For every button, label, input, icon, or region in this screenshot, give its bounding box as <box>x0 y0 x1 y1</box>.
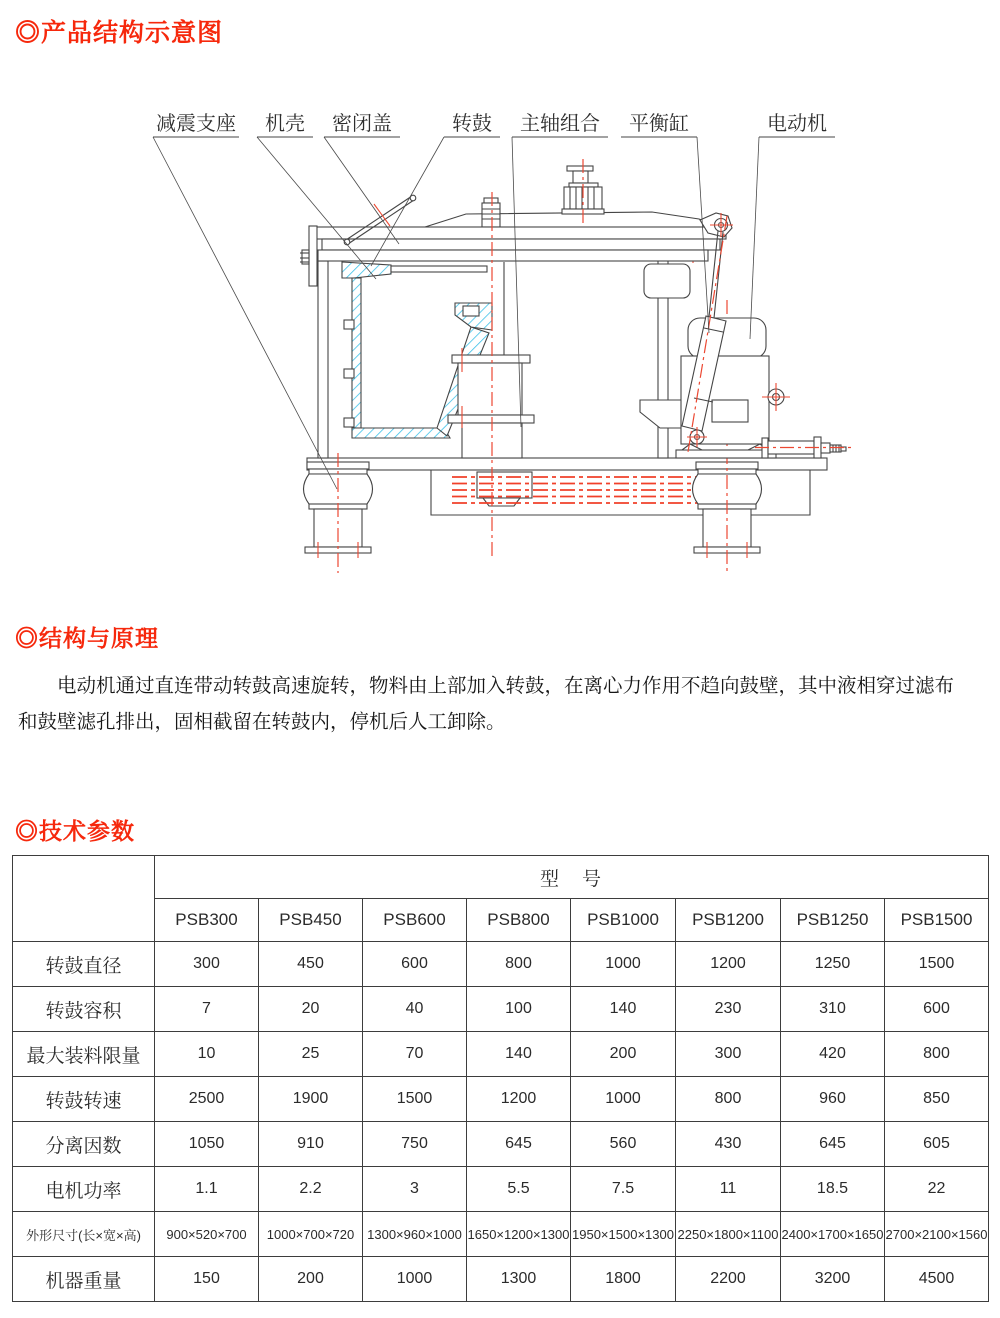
param-cell: 2.2 <box>259 1167 363 1212</box>
part-label-balance-cylinder: 平衡缸 <box>629 113 689 135</box>
param-cell: 70 <box>363 1032 467 1077</box>
part-label-casing: 机壳 <box>265 113 305 135</box>
param-cell: 645 <box>467 1122 571 1167</box>
row-label: 分离因数 <box>13 1122 155 1167</box>
param-cell: 605 <box>885 1122 989 1167</box>
table-row-separation-factor <box>13 1122 989 1167</box>
param-cell: 5.5 <box>467 1167 571 1212</box>
section-title-structure-principle: ◎结构与原理 <box>15 625 159 651</box>
param-cell: 450 <box>259 942 363 987</box>
section-title-structure-diagram: ◎产品结构示意图 <box>15 19 224 47</box>
param-cell: 7.5 <box>571 1167 676 1212</box>
param-cell: 1000×700×720 <box>259 1212 363 1257</box>
param-cell: 1300×960×1000 <box>363 1212 467 1257</box>
param-cell: 1500 <box>885 942 989 987</box>
param-cell: 200 <box>571 1032 676 1077</box>
param-cell: 140 <box>571 987 676 1032</box>
param-cell: 1.1 <box>155 1167 259 1212</box>
param-cell: 100 <box>467 987 571 1032</box>
param-cell: 140 <box>467 1032 571 1077</box>
row-label: 外形尺寸(长×宽×高) <box>13 1212 155 1257</box>
param-cell: 150 <box>155 1257 259 1302</box>
model-group-header: 型 号 <box>155 856 989 899</box>
param-cell: 850 <box>885 1077 989 1122</box>
part-label-motor: 电动机 <box>767 113 827 135</box>
param-cell: 1200 <box>676 942 781 987</box>
table-row-motor-power <box>13 1167 989 1212</box>
param-cell: 40 <box>363 987 467 1032</box>
param-cell: 300 <box>155 942 259 987</box>
param-cell: 800 <box>885 1032 989 1077</box>
param-cell: 2200 <box>676 1257 781 1302</box>
param-cell: 600 <box>363 942 467 987</box>
param-cell: 200 <box>259 1257 363 1302</box>
model-header: PSB800 <box>467 899 571 942</box>
part-labels <box>153 112 835 137</box>
param-cell: 230 <box>676 987 781 1032</box>
param-cell: 20 <box>259 987 363 1032</box>
corner-cell <box>13 856 155 942</box>
part-label-damping-support: 减震支座 <box>156 113 236 135</box>
model-header: PSB600 <box>363 899 467 942</box>
row-label: 转鼓直径 <box>13 942 155 987</box>
param-cell: 600 <box>885 987 989 1032</box>
param-cell: 7 <box>155 987 259 1032</box>
principle-paragraph: 电动机通过直连带动转鼓高速旋转，物料由上部加入转鼓，在离心力作用不趋向鼓壁，其中液相穿过滤布和鼓壁滤孔排出，固相截留在转鼓内，停机后人工卸除。 <box>18 675 955 733</box>
table-row-machine-weight <box>13 1257 989 1302</box>
param-cell: 18.5 <box>781 1167 885 1212</box>
param-cell: 300 <box>676 1032 781 1077</box>
param-cell: 800 <box>467 942 571 987</box>
param-cell: 430 <box>676 1122 781 1167</box>
row-label: 转鼓转速 <box>13 1077 155 1122</box>
table-row-max-load <box>13 1032 989 1077</box>
param-cell: 1050 <box>155 1122 259 1167</box>
param-cell: 2400×1700×1650 <box>781 1212 885 1257</box>
row-label: 转鼓容积 <box>13 987 155 1032</box>
table-row-dimensions <box>13 1212 989 1257</box>
param-cell: 1000 <box>571 1077 676 1122</box>
param-cell: 310 <box>781 987 885 1032</box>
structure-diagram <box>0 0 1000 615</box>
param-cell: 645 <box>781 1122 885 1167</box>
param-cell: 1250 <box>781 942 885 987</box>
param-cell: 420 <box>781 1032 885 1077</box>
table-row-drum-speed <box>13 1077 989 1122</box>
param-cell: 3 <box>363 1167 467 1212</box>
model-header: PSB1200 <box>676 899 781 942</box>
param-cell: 11 <box>676 1167 781 1212</box>
param-cell: 1500 <box>363 1077 467 1122</box>
param-cell: 800 <box>676 1077 781 1122</box>
part-label-drum: 转鼓 <box>452 113 492 135</box>
model-header: PSB450 <box>259 899 363 942</box>
tech-params-table <box>12 855 989 1302</box>
param-cell: 900×520×700 <box>155 1212 259 1257</box>
param-cell: 25 <box>259 1032 363 1077</box>
row-label: 电机功率 <box>13 1167 155 1212</box>
row-label: 机器重量 <box>13 1257 155 1302</box>
param-cell: 560 <box>571 1122 676 1167</box>
model-header: PSB1250 <box>781 899 885 942</box>
param-cell: 2700×2100×1560 <box>885 1212 989 1257</box>
param-cell: 10 <box>155 1032 259 1077</box>
param-cell: 2250×1800×1100 <box>676 1212 781 1257</box>
param-cell: 1300 <box>467 1257 571 1302</box>
param-cell: 960 <box>781 1077 885 1122</box>
section-title-tech-params: ◎技术参数 <box>15 818 135 844</box>
param-cell: 1000 <box>571 942 676 987</box>
param-cell: 1650×1200×1300 <box>467 1212 571 1257</box>
row-label: 最大装料限量 <box>13 1032 155 1077</box>
model-header: PSB1000 <box>571 899 676 942</box>
param-cell: 910 <box>259 1122 363 1167</box>
shock-absorber-leg-left <box>304 453 373 573</box>
param-cell: 1950×1500×1300 <box>571 1212 676 1257</box>
param-cell: 1800 <box>571 1257 676 1302</box>
param-cell: 1200 <box>467 1077 571 1122</box>
table-row-drum-diameter <box>13 942 989 987</box>
part-label-main-shaft: 主轴组合 <box>520 113 600 135</box>
part-label-sealed-cover: 密闭盖 <box>332 113 392 135</box>
param-cell: 1900 <box>259 1077 363 1122</box>
model-header: PSB1500 <box>885 899 989 942</box>
param-cell: 1000 <box>363 1257 467 1302</box>
table-row-drum-volume <box>13 987 989 1032</box>
param-cell: 2500 <box>155 1077 259 1122</box>
param-cell: 22 <box>885 1167 989 1212</box>
model-header: PSB300 <box>155 899 259 942</box>
param-cell: 3200 <box>781 1257 885 1302</box>
param-cell: 4500 <box>885 1257 989 1302</box>
param-cell: 750 <box>363 1122 467 1167</box>
